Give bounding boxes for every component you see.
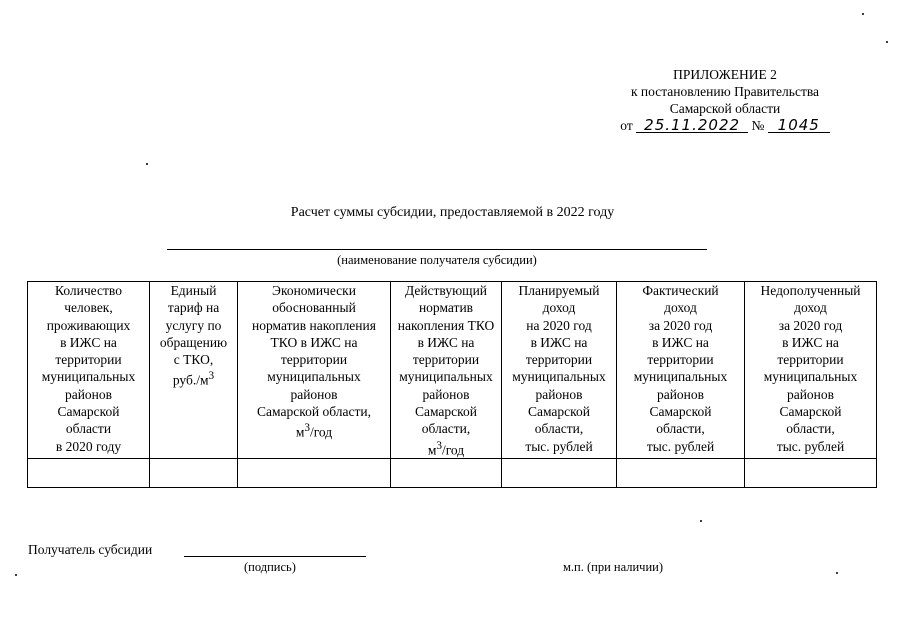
header-text: Экономически обоснованный норматив накопления ТКО в ИЖС на территории муниципальных районов Самарской области, м <box>252 283 376 440</box>
recipient-name-caption: (наименование получателя субсидии) <box>337 253 537 267</box>
unit-suffix: /год <box>441 442 465 458</box>
scan-speck <box>836 572 838 574</box>
header-lost-income <box>745 282 877 459</box>
table-cell <box>150 459 238 488</box>
unit-superscript: 3 <box>304 422 310 435</box>
scan-speck <box>862 13 864 15</box>
table-row <box>28 459 877 488</box>
appendix-title: ПРИЛОЖЕНИЕ 2 <box>673 67 777 82</box>
unit-suffix: /год <box>309 424 333 440</box>
table-cell <box>745 459 877 488</box>
appendix-line-2: Самарской области <box>669 101 781 116</box>
scan-speck <box>886 41 888 43</box>
recipient-name-line <box>167 249 707 250</box>
table-cell <box>391 459 502 488</box>
signature-caption: (подпись) <box>244 560 296 574</box>
stamp-caption: м.п. (при наличии) <box>563 560 663 574</box>
recipient-signature-label: Получатель субсидии <box>28 542 153 557</box>
header-tariff <box>150 282 238 459</box>
table-cell <box>28 459 150 488</box>
header-residents-count <box>28 282 150 459</box>
table-cell <box>617 459 745 488</box>
table-cell <box>238 459 391 488</box>
document-title: Расчет суммы субсидии, предоставляемой в 2022 году <box>290 205 615 220</box>
handwritten-number: 1045 <box>768 118 830 133</box>
header-text: Количество человек, проживающих в ИЖС на территории муниципальных районов Самарской области в 2020 году <box>41 283 136 454</box>
header-current-norm <box>391 282 502 459</box>
appendix-number-line <box>560 117 890 134</box>
signature-line <box>184 556 366 557</box>
header-text: Единый тариф на услугу по обращению с ТКО, руб./м <box>159 283 228 388</box>
header-planned-income <box>502 282 617 459</box>
header-text: Планируемый доход на 2020 год в ИЖС на территории муниципальных районов Самарской области, тыс. рублей <box>512 283 606 454</box>
unit-superscript: 3 <box>208 370 215 383</box>
header-actual-income <box>617 282 745 459</box>
scan-speck <box>146 163 148 165</box>
scan-speck <box>700 520 702 522</box>
appendix-block <box>560 66 890 134</box>
header-text: Действующий норматив накопления ТКО в ИЖС на территории муниципальных районов Самарской области, м <box>397 283 495 458</box>
appendix-line-1: к постановлению Правительства <box>630 84 820 99</box>
header-economic-norm <box>238 282 391 459</box>
handwritten-date: 25.11.2022 <box>636 118 748 133</box>
from-label: от <box>620 118 633 133</box>
header-text: Фактический доход за 2020 год в ИЖС на территории муниципальных районов Самарской области, тыс. рублей <box>633 283 728 454</box>
subsidy-calculation-table <box>27 281 877 488</box>
table-cell <box>502 459 617 488</box>
number-label: № <box>751 118 765 133</box>
scan-speck <box>15 574 17 576</box>
header-text: Недополученный доход за 2020 год в ИЖС на территории муниципальных районов Самарской области, тыс. рублей <box>760 283 861 454</box>
table-header-row <box>28 282 877 459</box>
unit-superscript: 3 <box>436 439 442 452</box>
